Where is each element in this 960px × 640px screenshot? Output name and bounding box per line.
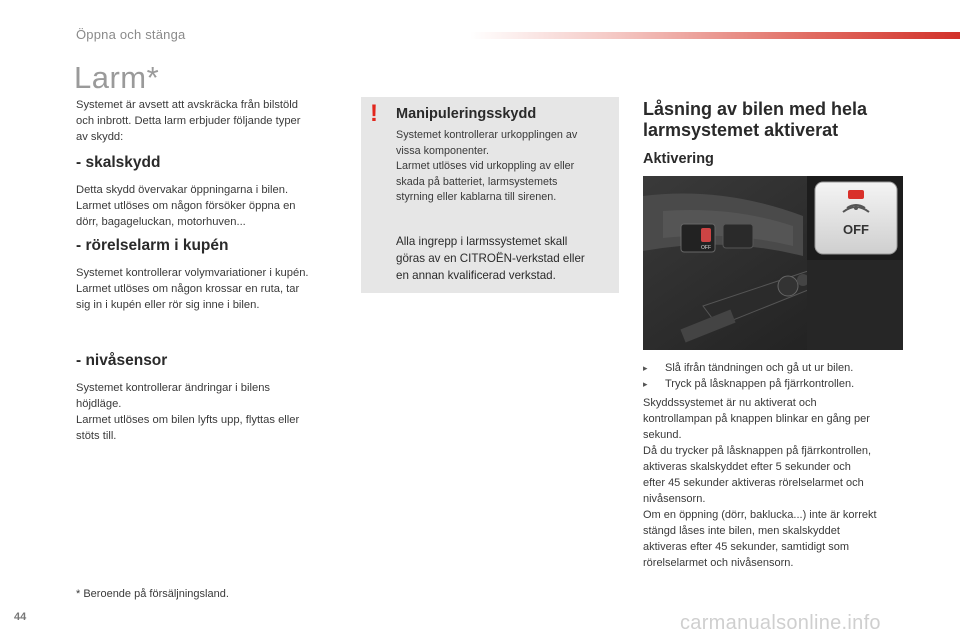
section-line: stöts till. — [76, 430, 117, 442]
right-subtitle: Aktivering — [643, 151, 714, 167]
warning-line: styrning eller kablarna till sirenen. — [396, 191, 557, 203]
body-line: kontrollampan på knappen blinkar en gång per — [643, 413, 870, 425]
warning-line: en annan kvalificerad verkstad. — [396, 269, 556, 282]
body-line: nivåsensorn. — [643, 493, 706, 505]
body-line: sekund. — [643, 429, 682, 441]
warning-title: Manipuleringsskydd — [396, 106, 537, 122]
intro-paragraph — [76, 97, 341, 145]
body-line: stängd låses inte bilen, men skalskyddet — [643, 525, 840, 537]
body-line: aktiveras efter 45 sekunder, samtidigt som — [643, 541, 850, 553]
right-title — [643, 99, 923, 141]
bullet-text: Slå ifrån tändningen och gå ut ur bilen. — [665, 362, 854, 374]
intro-line: och inbrott. Detta larm erbjuder följande typer — [76, 115, 301, 127]
warning-line: Systemet kontrollerar urkopplingen av — [396, 129, 578, 141]
intro-line: av skydd: — [76, 131, 124, 143]
section-line: Larmet utlöses om någon försöker öppna en — [76, 200, 296, 212]
section-line: höjdläge. — [76, 398, 122, 410]
section-line: Larmet utlöses om bilen lyfts upp, flyttas eller — [76, 414, 300, 426]
body-line: efter 45 sekunder aktiveras rörelselarmet och — [643, 477, 864, 489]
warning-line: Larmet utlöses vid urkoppling av eller — [396, 160, 575, 172]
section-rorelselarm — [76, 237, 346, 313]
body-line: Om en öppning (dörr, baklucka...) inte är korrekt — [643, 509, 877, 521]
section-heading: - rörelselarm i kupén — [76, 237, 229, 254]
section-line: Systemet kontrollerar ändringar i bilens — [76, 382, 271, 394]
section-line: sig in i kupén eller rör sig inne i bilen. — [76, 299, 260, 311]
body-line: rörelselarmet och nivåsensorn. — [643, 557, 794, 569]
warning-line: Alla ingrepp i larmssystemet skall — [396, 235, 568, 248]
bullet-arrow-icon: ▸ — [643, 363, 648, 373]
dashboard-photo — [643, 176, 903, 350]
bullet-item — [643, 360, 908, 376]
section-line: Detta skydd övervakar öppningarna i bilen. — [76, 184, 289, 196]
header-accent-bar — [470, 32, 960, 39]
section-skalskydd — [76, 154, 341, 230]
section-line: dörr, bagageluckan, motorhuven... — [76, 216, 246, 228]
exclamation-icon: ! — [370, 100, 378, 127]
warning-paragraph — [396, 128, 611, 206]
section-heading: - skalskydd — [76, 154, 161, 171]
bullet-arrow-icon: ▸ — [643, 379, 648, 389]
warning-paragraph-2 — [396, 233, 616, 284]
bullet-item — [643, 376, 908, 392]
section-header: Öppna och stänga — [76, 27, 186, 42]
bullet-text: Tryck på låsknappen på fjärrkontrollen. — [665, 378, 855, 390]
body-line: Skyddssystemet är nu aktiverat och — [643, 397, 817, 409]
warning-line: vissa komponenter. — [396, 144, 490, 157]
svg-text:OFF: OFF — [701, 245, 711, 251]
section-nivasensor — [76, 352, 341, 444]
body-line: Då du trycker på låsknappen på fjärrkontrollen, — [643, 445, 872, 457]
right-title-line: larmsystemet aktiverat — [643, 120, 839, 140]
watermark: carmanualsonline.info — [680, 612, 881, 634]
section-heading: - nivåsensor — [76, 352, 168, 369]
right-title-line: Låsning av bilen med hela — [643, 99, 868, 119]
page-number: 44 — [14, 611, 27, 623]
section-line: Systemet kontrollerar volymvariationer i kupén. — [76, 267, 309, 279]
right-body — [643, 395, 908, 571]
intro-line: Systemet är avsett att avskräcka från bilstöld — [76, 99, 298, 111]
page-title: Larm* — [74, 60, 160, 95]
warning-line: skada på batteriet, larmsystemets — [396, 175, 558, 188]
dashboard-illustration — [643, 176, 903, 350]
body-line: aktiveras skalskyddet efter 5 sekunder och — [643, 461, 851, 473]
footnote: * Beroende på försäljningsland. — [76, 588, 229, 600]
warning-line: göras av en CITROËN-verkstad eller — [396, 252, 585, 265]
section-line: Larmet utlöses om någon krossar en ruta, tar — [76, 283, 300, 295]
off-button-label: OFF — [843, 222, 869, 237]
